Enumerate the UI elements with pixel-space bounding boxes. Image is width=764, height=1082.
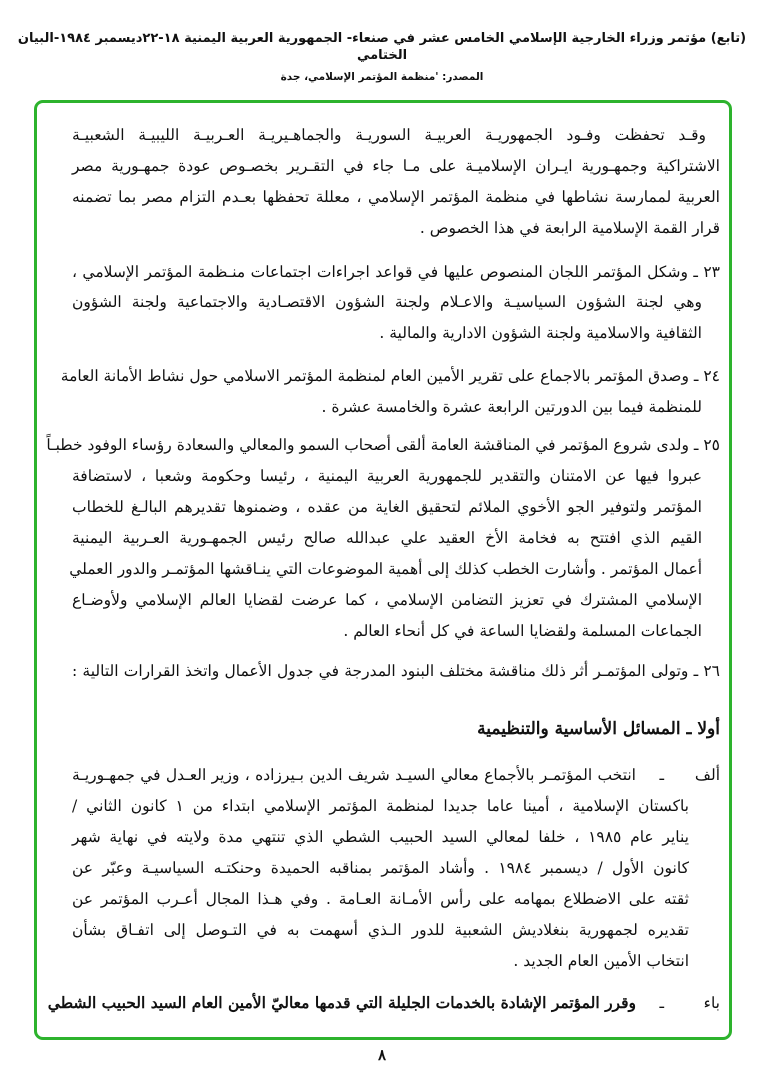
text-line: ٢٤ ـ وصدق المؤتمر بالاجماع على تقرير الأمين العام لمنظمة المؤتمر الاسلامي حول نشاط الأمانة العامة — [60, 367, 720, 385]
text-line: وقـد تحفظت وفـود الجمهوريـة العربيـة السوريـة والجماهـيريـة العـربيـة الليبيـة الشعبيـة — [72, 126, 706, 144]
item-label: ألف — [694, 766, 720, 784]
text-line: وقرر المؤتمر الإشادة بالخدمات الجليلة التي قدمها معاليّ الأمين العام السيد الحبيب الشطي — [47, 993, 636, 1012]
text-line: العربية لممارسة نشاطها في منظمة المؤتمر الإسلامي ، معللة تحفظها بعـدم التزام مصر بما تضمنه — [72, 188, 720, 206]
text-line: باكستان الإسلامية ، أمينا عاما جديدا لمنظمة المؤتمر الإسلامي ابتداء من ١ كانون الثاني / — [72, 797, 689, 815]
page-number: ٨ — [377, 1046, 387, 1064]
item-dash: ـ — [659, 994, 664, 1012]
text-line: ٢٣ ـ وشكل المؤتمر اللجان المنصوص عليها في قواعد اجراءات اجتماعات منـظمة المؤتمر الإسلامي ، — [72, 263, 720, 281]
item-label: باء — [703, 994, 720, 1012]
text-line: الاشتراكية وجمهـورية ايـران الإسلاميـة على مـا جاء في التقـرير بخصـوص عودة جمهـورية مصر — [72, 157, 720, 175]
item-dash: ـ — [659, 766, 664, 784]
text-line: الإسلامي المشترك في تعزيز التضامن الإسلامي ، كما عرضت لقضايا العالم الإسلامي ولأوضـاع — [72, 591, 702, 609]
text-line: يناير عام ١٩٨٥ ، خلفا لمعالي السيد الحبيب الشطي الذي تنتهي مدة ولايته في نهاية شهر — [72, 828, 689, 846]
text-line: انتخب المؤتمـر بالأجماع معالي السيـد شريف الدين بـيرزاده ، وزير العـدل في جمهـوريـة — [72, 766, 636, 784]
text-line: قرار القمة الإسلامية الرابعة في هذا الخصوص . — [419, 219, 720, 237]
document-title: (تابع) مؤتمر وزراء الخارجية الإسلامي الخامس عشر في صنعاء- الجمهورية العربية اليمنية ١٨-٢٢ديسمبر ١٩٨٤-البيان الختامي — [17, 31, 747, 63]
text-line: عبروا فيها عن الامتنان والتقدير للجمهورية العربية اليمنية ، رئيسا وحكومة وشعبا ، لاستضافة — [72, 467, 702, 485]
text-line: وهي لجنة الشؤون السياسيـة والاعـلام ولجنة الشؤون الاقتصـادية والاجتماعية ولجنة الشؤون — [72, 293, 702, 311]
text-line: الثقافية والاسلامية ولجنة الشؤون الادارية والمالية . — [379, 324, 702, 342]
text-line: أعمال المؤتمر . وأشارت الخطب كذلك إلى أهمية الموضوعات التي ينـاقشها المؤتمـر والدور العملي — [69, 560, 702, 578]
document-header — [0, 30, 764, 84]
text-line: ثقته على الاضطلاع بمهامه على رأس الأمـانة العـامة . وفي هـذا المجال أعـرب المؤتمر عن — [72, 890, 689, 908]
text-line: ٢٦ ـ وتولى المؤتمـر أثر ذلك مناقشة مختلف البنود المدرجة في جدول الأعمال واتخذ القرارات التالية : — [72, 662, 720, 680]
text-line: ٢٥ ـ ولدى شروع المؤتمر في المناقشة العامة ألقى أصحاب السمو والمعالي والسعادة رؤساء الوفود خطبـاً — [46, 436, 720, 454]
text-line: كانون الأول / ديسمبر ١٩٨٤ . وأشاد المؤتمر بمناقبه الحميدة وحنكتـه السياسيـة وعبّر عن — [72, 859, 689, 877]
text-line: المؤتمر ولتوفير الجو الأخوي الملائم لتحقيق الغاية من عقده ، وضمنوها تقديرهم البالـغ للخطاب — [72, 498, 702, 516]
section-heading: أولا ـ المسائل الأساسية والتنظيمية — [477, 719, 720, 739]
text-line: تقديره لجمهورية بنغلاديش الشعبية للدور الـذي أسهمت به في التـوصل إلى اتفـاق بشأن — [72, 921, 689, 939]
document-source: المصدر: 'منظمة المؤتمر الإسلامي، جدة — [280, 71, 484, 83]
text-line: انتخاب الأمين العام الجديد . — [513, 952, 689, 970]
text-line: الجماعات المسلمة ولقضايا الساعة في كل أنحاء العالم . — [343, 622, 702, 640]
text-line: القيم الذي افتتح به فخامة الأخ العقيد علي عبدالله صالح رئيس الجمهـورية العـربية اليمنية — [72, 529, 702, 547]
text-line: للمنظمة فيما بين الدورتين الرابعة عشرة والخامسة عشرة . — [321, 398, 702, 416]
